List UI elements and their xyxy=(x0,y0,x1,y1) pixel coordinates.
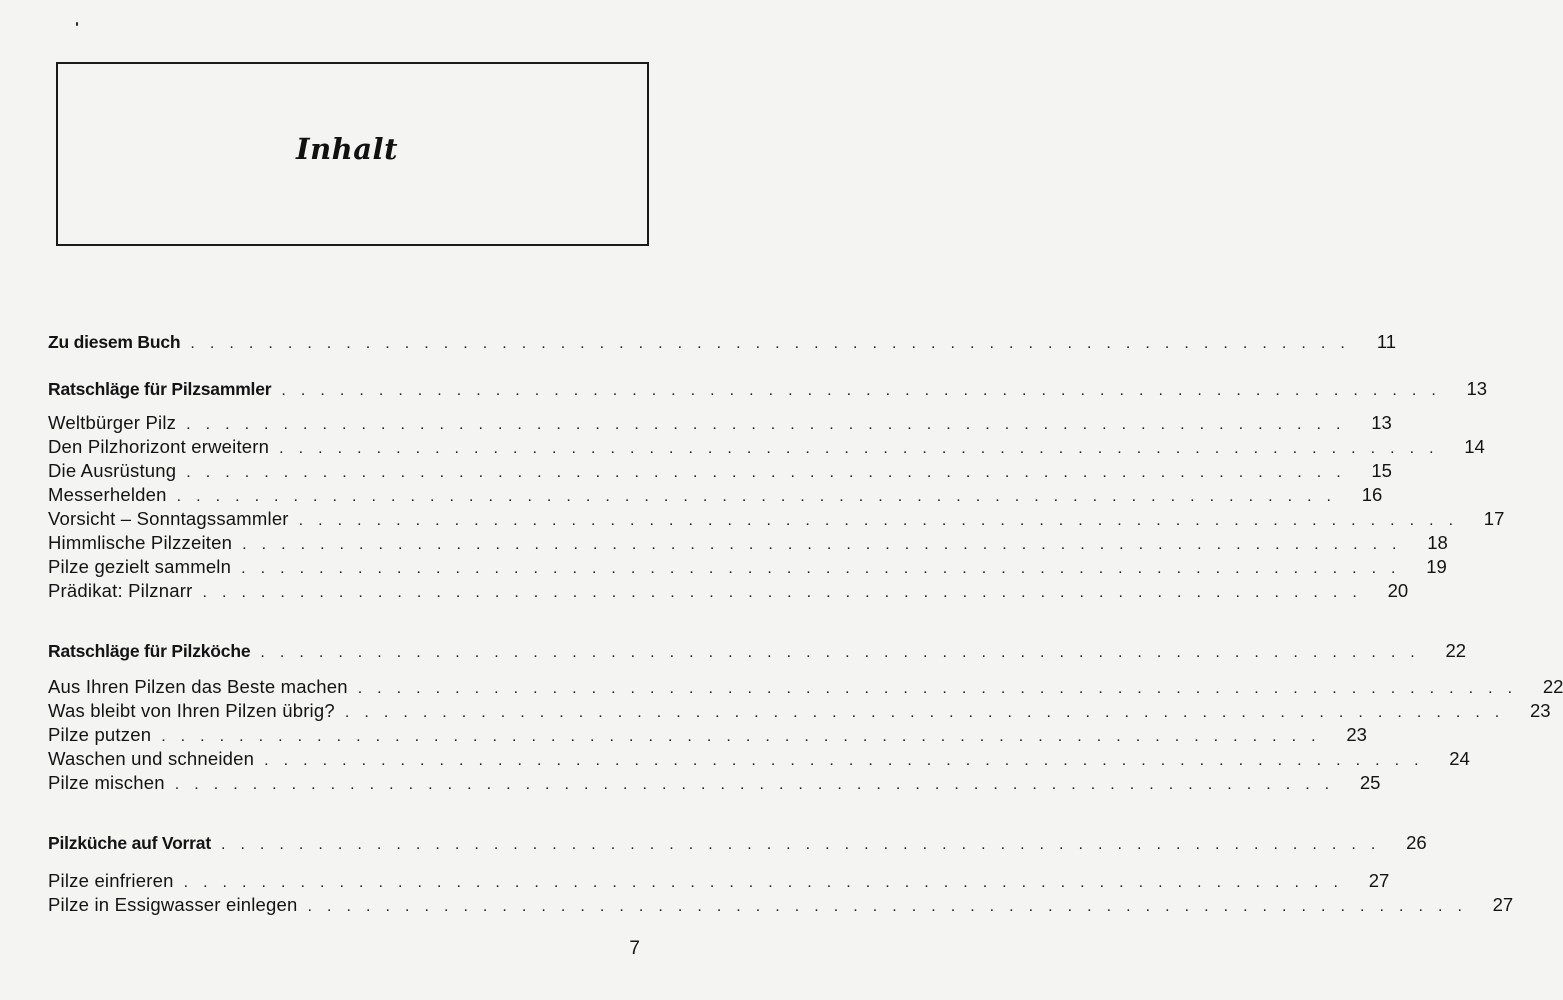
toc-entry-label: Pilzküche auf Vorrat xyxy=(48,833,221,854)
toc-page-number: 13 xyxy=(1371,412,1392,433)
toc-leader-dots: . . . . . . . . . . . . . . . . . . . . . . . . . . . . . . . . . . . . . . . . . . . . . . . . . . . . . . . . . . . . xyxy=(241,560,1401,577)
toc-page-number: 16 xyxy=(1361,484,1383,505)
toc-leader-dots: . . . . . . . . . . . . . . . . . . . . . . . . . . . . . . . . . . . . . . . . . . . . . . . . . . . . . . . . . . . . xyxy=(190,335,1351,352)
toc-entry-label: Prädikat: Pilznarr xyxy=(48,580,202,602)
page-title: Inhalt xyxy=(296,132,398,166)
toc-page-number: 27 xyxy=(1492,894,1514,915)
toc-page-number: 22 xyxy=(1542,676,1563,697)
toc-row xyxy=(48,532,1448,556)
toc-entry-label: Aus Ihren Pilzen das Beste machen xyxy=(48,676,358,698)
toc-leader-dots: . . . . . . . . . . . . . . . . . . . . . . . . . . . . . . . . . . . . . . . . . . . . . . . . . . . . . . . . . . . . xyxy=(242,536,1402,553)
toc-entry-label: Waschen und schneiden xyxy=(48,748,264,770)
toc-leader-dots: . . . . . . . . . . . . . . . . . . . . . . . . . . . . . . . . . . . . . . . . . . . . . . . . . . . . . . . . . . . . xyxy=(344,704,1505,721)
toc-entry-label: Weltbürger Pilz xyxy=(48,412,186,434)
toc-entry-label: Pilze in Essigwasser einlegen xyxy=(48,894,308,916)
toc-page-number: 23 xyxy=(1346,724,1367,745)
toc-row xyxy=(48,724,1367,748)
toc-row xyxy=(48,331,1397,355)
toc-row xyxy=(48,580,1409,604)
toc-page-number: 22 xyxy=(1445,640,1467,661)
toc-leader-dots: . . . . . . . . . . . . . . . . . . . . . . . . . . . . . . . . . . . . . . . . . . . . . . . . . . . . . . . . . . . . xyxy=(307,898,1468,915)
toc-leader-dots: . . . . . . . . . . . . . . . . . . . . . . . . . . . . . . . . . . . . . . . . . . . . . . . . . . . . . . . . . . . . xyxy=(186,464,1346,481)
toc-leader-dots: . . . . . . . . . . . . . . . . . . . . . . . . . . . . . . . . . . . . . . . . . . . . . . . . . . . . . . . . . . . . xyxy=(161,728,1321,745)
toc-page-number: 20 xyxy=(1387,580,1409,601)
toc-leader-dots: . . . . . . . . . . . . . . . . . . . . . . . . . . . . . . . . . . . . . . . . . . . . . . . . . . . . . . . . . . . . xyxy=(220,836,1381,853)
toc-page-number: 15 xyxy=(1371,460,1392,481)
toc-leader-dots: . . . . . . . . . . . . . . . . . . . . . . . . . . . . . . . . . . . . . . . . . . . . . . . . . . . . . . . . . . . . xyxy=(357,680,1518,697)
toc-entry-label: Pilze gezielt sammeln xyxy=(48,556,241,578)
toc-row xyxy=(48,412,1392,436)
toc-leader-dots: . . . . . . . . . . . . . . . . . . . . . . . . . . . . . . . . . . . . . . . . . . . . . . . . . . . . . . . . . . . . xyxy=(183,874,1344,891)
toc-leader-dots: . . . . . . . . . . . . . . . . . . . . . . . . . . . . . . . . . . . . . . . . . . . . . . . . . . . . . . . . . . . . xyxy=(174,776,1335,793)
toc-row xyxy=(48,460,1392,484)
toc-row xyxy=(48,700,1551,724)
toc-entry-label: Die Ausrüstung xyxy=(48,460,186,482)
toc-row xyxy=(48,870,1390,894)
toc-row xyxy=(48,772,1381,796)
toc-leader-dots: . . . . . . . . . . . . . . . . . . . . . . . . . . . . . . . . . . . . . . . . . . . . . . . . . . . . . . . . . . . . xyxy=(281,382,1442,399)
toc-row xyxy=(48,556,1447,580)
toc-page-number: 17 xyxy=(1483,508,1505,529)
toc-leader-dots: . . . . . . . . . . . . . . . . . . . . . . . . . . . . . . . . . . . . . . . . . . . . . . . . . . . . . . . . . . . . xyxy=(260,644,1421,661)
toc-page-number: 23 xyxy=(1529,700,1551,721)
toc-page-number: 27 xyxy=(1368,870,1390,891)
toc-leader-dots: . . . . . . . . . . . . . . . . . . . . . . . . . . . . . . . . . . . . . . . . . . . . . . . . . . . . . . . . . . . . xyxy=(202,584,1363,601)
toc-leader-dots: . . . . . . . . . . . . . . . . . . . . . . . . . . . . . . . . . . . . . . . . . . . . . . . . . . . . . . . . . . . . xyxy=(279,440,1439,457)
toc-row xyxy=(48,894,1514,918)
toc-entry-label: Pilze putzen xyxy=(48,724,161,746)
toc-entry-label: Messerhelden xyxy=(48,484,177,506)
toc-entry-label: Vorsicht – Sonntagssammler xyxy=(48,508,299,530)
toc-page-number: 25 xyxy=(1359,772,1381,793)
toc-row xyxy=(48,832,1427,856)
toc-leader-dots: . . . . . . . . . . . . . . . . . . . . . . . . . . . . . . . . . . . . . . . . . . . . . . . . . . . . . . . . . . . . xyxy=(264,752,1424,769)
toc-page-number: 26 xyxy=(1406,832,1427,853)
toc-leader-dots: . . . . . . . . . . . . . . . . . . . . . . . . . . . . . . . . . . . . . . . . . . . . . . . . . . . . . . . . . . . . xyxy=(186,416,1346,433)
toc-row xyxy=(48,508,1505,532)
toc-row xyxy=(48,748,1470,772)
toc-entry-label: Pilze einfrieren xyxy=(48,870,184,892)
toc-page-number: 19 xyxy=(1426,556,1447,577)
toc-page-number: 13 xyxy=(1466,378,1488,399)
toc-page-number: 14 xyxy=(1464,436,1485,457)
toc-page-number: 18 xyxy=(1427,532,1448,553)
toc-row xyxy=(48,484,1383,508)
toc-row xyxy=(48,676,1563,700)
toc-entry-label: Was bleibt von Ihren Pilzen übrig? xyxy=(48,700,345,722)
toc-row xyxy=(48,640,1467,664)
toc-entry-label: Pilze mischen xyxy=(48,772,175,794)
page-number: 7 xyxy=(629,938,640,959)
toc-page-number: 11 xyxy=(1376,331,1397,352)
toc-entry-label: Den Pilzhorizont erweitern xyxy=(48,436,279,458)
toc-leader-dots: . . . . . . . . . . . . . . . . . . . . . . . . . . . . . . . . . . . . . . . . . . . . . . . . . . . . . . . . . . . . xyxy=(298,512,1459,529)
toc-leader-dots: . . . . . . . . . . . . . . . . . . . . . . . . . . . . . . . . . . . . . . . . . . . . . . . . . . . . . . . . . . . . xyxy=(176,488,1337,505)
toc-row xyxy=(48,378,1488,402)
toc-entry-label: Himmlische Pilzzeiten xyxy=(48,532,242,554)
toc-page-number: 24 xyxy=(1449,748,1470,769)
toc-entry-label: Ratschläge für Pilzköche xyxy=(48,641,260,662)
toc-entry-label: Ratschläge für Pilzsammler xyxy=(48,379,281,400)
toc-entry-label: Zu diesem Buch xyxy=(48,332,190,353)
toc-row xyxy=(48,436,1485,460)
ink-speck xyxy=(76,22,78,26)
